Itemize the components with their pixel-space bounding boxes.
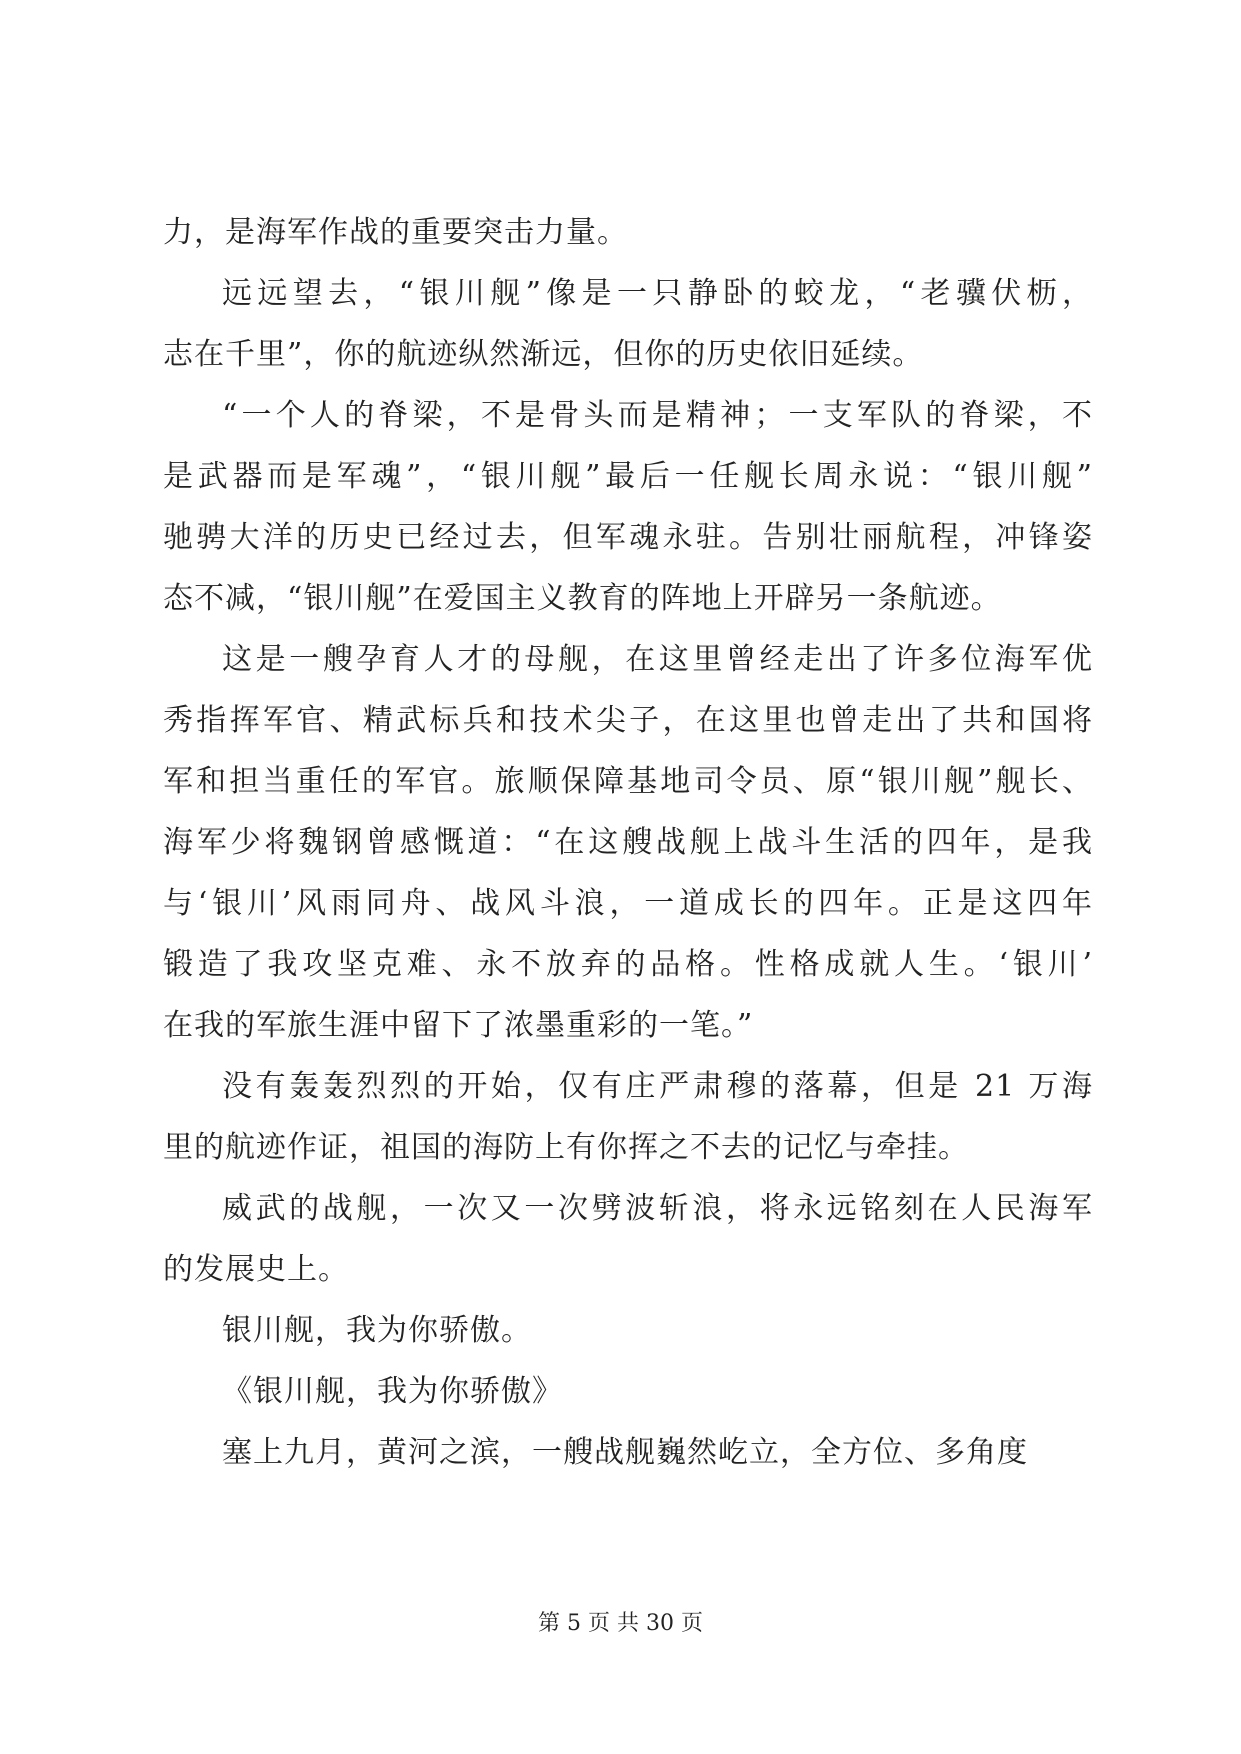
paragraph [163, 385, 1093, 629]
text-line: 与‘银川’风雨同舟、战风斗浪，一道成长的四年。正是这四年 [163, 886, 1093, 921]
text-line: 锻造了我攻坚克难、永不放弃的品格。性格成就人生。‘银川’ [163, 947, 1093, 982]
text-line: 《银川舰，我为你骄傲》 [222, 1374, 563, 1409]
text-line: “一个人的脊梁，不是骨头而是精神；一支军队的脊梁，不 [222, 398, 1093, 433]
text-line: 这是一艘孕育人才的母舰，在这里曾经走出了许多位海军优 [222, 642, 1093, 677]
text-line: 海军少将魏钢曾感慨道：“在这艘战舰上战斗生活的四年，是我 [163, 825, 1093, 860]
text-line: 在我的军旅生涯中留下了浓墨重彩的一笔。” [163, 1008, 754, 1043]
text-line: 里的航迹作证，祖国的海防上有你挥之不去的记忆与牵挂。 [163, 1130, 969, 1165]
paragraph [163, 629, 1093, 1056]
text-line: 力，是海军作战的重要突击力量。 [163, 215, 628, 250]
text-line: 态不减，“银川舰”在爱国主义教育的阵地上开辟另一条航迹。 [163, 581, 1002, 616]
text-line: 威武的战舰，一次又一次劈波斩浪，将永远铭刻在人民海军 [222, 1191, 1093, 1226]
text-line: 驰骋大洋的历史已经过去，但军魂永驻。告别壮丽航程，冲锋姿 [163, 520, 1093, 555]
paragraph [163, 1178, 1093, 1300]
text-line: 的发展史上。 [163, 1252, 349, 1287]
page-footer [0, 1606, 1241, 1637]
text-line: 银川舰，我为你骄傲。 [222, 1313, 532, 1348]
page-number-label: 第 5 页 共 30 页 [538, 1611, 703, 1636]
text-line: 志在千里”，你的航迹纵然渐远，但你的历史依旧延续。 [163, 337, 924, 372]
paragraph [163, 1422, 1093, 1483]
paragraph [163, 1361, 1093, 1422]
document-body [163, 202, 1093, 1483]
text-line: 是武器而是军魂”，“银川舰”最后一任舰长周永说：“银川舰” [163, 459, 1093, 494]
text-line: 军和担当重任的军官。旅顺保障基地司令员、原“银川舰”舰长、 [163, 764, 1093, 799]
paragraph [163, 263, 1093, 385]
text-line: 没有轰轰烈烈的开始，仅有庄严肃穆的落幕，但是 21 万海 [222, 1069, 1093, 1104]
paragraph [163, 1300, 1093, 1361]
paragraph [163, 1056, 1093, 1178]
paragraph [163, 202, 1093, 263]
text-line: 塞上九月，黄河之滨，一艘战舰巍然屹立，全方位、多角度 [222, 1435, 1028, 1470]
text-line: 远远望去，“银川舰”像是一只静卧的蛟龙，“老骥伏枥， [222, 276, 1093, 311]
text-line: 秀指挥军官、精武标兵和技术尖子，在这里也曾走出了共和国将 [163, 703, 1093, 738]
